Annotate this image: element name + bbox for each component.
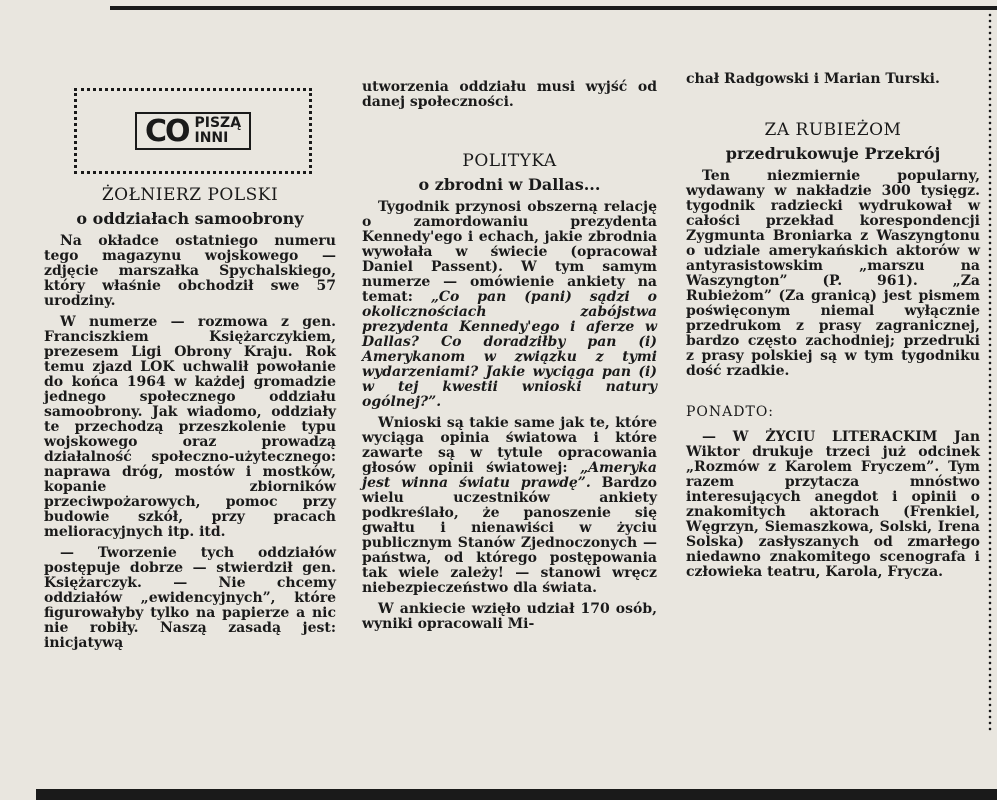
logo-frame [135,112,251,150]
column-middle [362,80,657,638]
section-subheading-dallas: o zbrodni w Dallas... [418,175,601,194]
logo-small-text [194,116,241,146]
logo-big-text: CO [144,113,189,149]
paragraph: — W ŻYCIU LITERACKIM Jan Wiktor drukuje trzeci już odcinek „Rozmów z Karolem Fryczem”. Tym razem przytacza mnóstwo interesujących anegdot i opinii o znakomitych aktorach (Frenkiel, Węgrzyn, Siemaszkowa, Solski, Irena Solska) zasłyszanych od zmarłego niedawno znakomitego scenografa i człowieka teatru, Karola, Frycza. [686,429,980,580]
right-dotted-border [987,12,993,732]
bottom-rule [36,789,997,800]
logo-line1: PISZĄ [194,115,242,131]
paragraph: — Tworzenie tych oddziałów postępuje dobrze — stwierdził gen. Księżarczyk. — Nie chcemy oddziałów „ewidencyjnych”, które figurowałyby tylko na papierze a nic nie robiły. Naszą zasadą jest: inicjatywą [44,545,336,651]
section-heading-za-rubiezom: ZA RUBIEŻOM [764,120,902,140]
paragraph: W ankiecie wzięło udział 170 osób, wyniki opracowali Mi- [362,601,657,632]
paragraph: W numerze — rozmowa z gen. Franciszkiem Księżarczykiem, prezesem Ligi Obrony Kraju. Rok temu zjazd LOK uchwalił powołanie do końca 1964 w każdej gromadzie jednego społecznego oddziału samoobrony. Jak wiadomo, oddziały te przechodzą przeszkolenie typu wojskowego oraz prowadzą działalność społeczno-użytecznego: naprawa dróg, mostów i mostków, kopanie zbiorników przeciwpożarowych, pomoc przy budowie szkół, przy pracach melioracyjnych itp. itd. [44,314,336,540]
column-left [44,88,336,657]
continued-paragraph: utworzenia oddziału musi wyjść od danej społeczności. [362,79,657,110]
paragraph [362,416,657,596]
top-rule [110,6,997,10]
paragraph-text: Wnioski są takie same jak te, które wyciąga opinia światowa i które zawarte są w tytule opracowania głosów opinii światowej: [362,415,657,476]
logo-line2: INNI [194,130,229,146]
co-pisza-inni-logo [74,88,312,174]
section-heading-polityka: POLITYKA [462,151,557,171]
ponadto-label: PONADTO: [686,404,775,420]
paragraph: Na okładce ostatniego numeru tego magazynu wojskowego — zdjęcie marszałka Spychalskiego, który właśnie obchodził swe 57 urodziny. [44,233,336,309]
section-subheading-przekroj: przedrukowuje Przekrój [725,144,941,163]
section-subheading-samoobrona: o oddziałach samoobrony [76,209,304,228]
continued-paragraph: chał Radgowski i Marian Turski. [686,71,940,87]
survey-question-italic: „Co pan (pani) sądzi o okolicznościach zabójstwa prezydenta Kennedy'ego i aferze w Dallas? Co doradziłby pan (i) Amerykanom w związku z tymi wydarzeniami? Jakie wyciąga pan (i) w tej kwestii wnioski natury ogólnej?”. [362,289,657,410]
paragraph [362,200,657,410]
section-heading-zolnierz: ŻOŁNIERZ POLSKI [101,185,279,205]
paragraph-text: Bardzo wielu uczestników ankiety podkreślało, że panoszenie się gwałtu i nienawiści w życiu publicznym Stanów Zjednoczonych — państwa, od którego postępowania tak wiele zależy! — stanowi wręcz niebezpieczeństwo dla świata. [362,475,658,596]
title-quote-italic: „Ameryka jest winna światu prawdę”. [362,460,657,491]
column-right [686,72,980,586]
paragraph: Ten niezmiernie popularny, wydawany w nakładzie 300 tysięgz. tygodnik radziecki wydrukował w całości przekład korespondencji Zygmunta Broniarka z Waszyngtonu o udziale amerykańskich aktorów w antyrasistowskim „marszu na Waszyngton” (P. 961). „Za Rubieżom” (Za granicą) jest pismem poświęconym niemal wyłącznie przedrukom z prasy zagranicznej, bardzo często zachodniej; przedruki z prasy polskiej są w tym tygodniku dość rzadkie. [686,168,980,379]
paragraph-text: Tygodnik przynosi obszerną relację o zamordowaniu prezydenta Kennedy'ego i echach, jakie zbrodnia wywołała w świecie (opracował Daniel Passent). W tym samym numerze — omówienie ankiety na temat: [362,199,657,305]
